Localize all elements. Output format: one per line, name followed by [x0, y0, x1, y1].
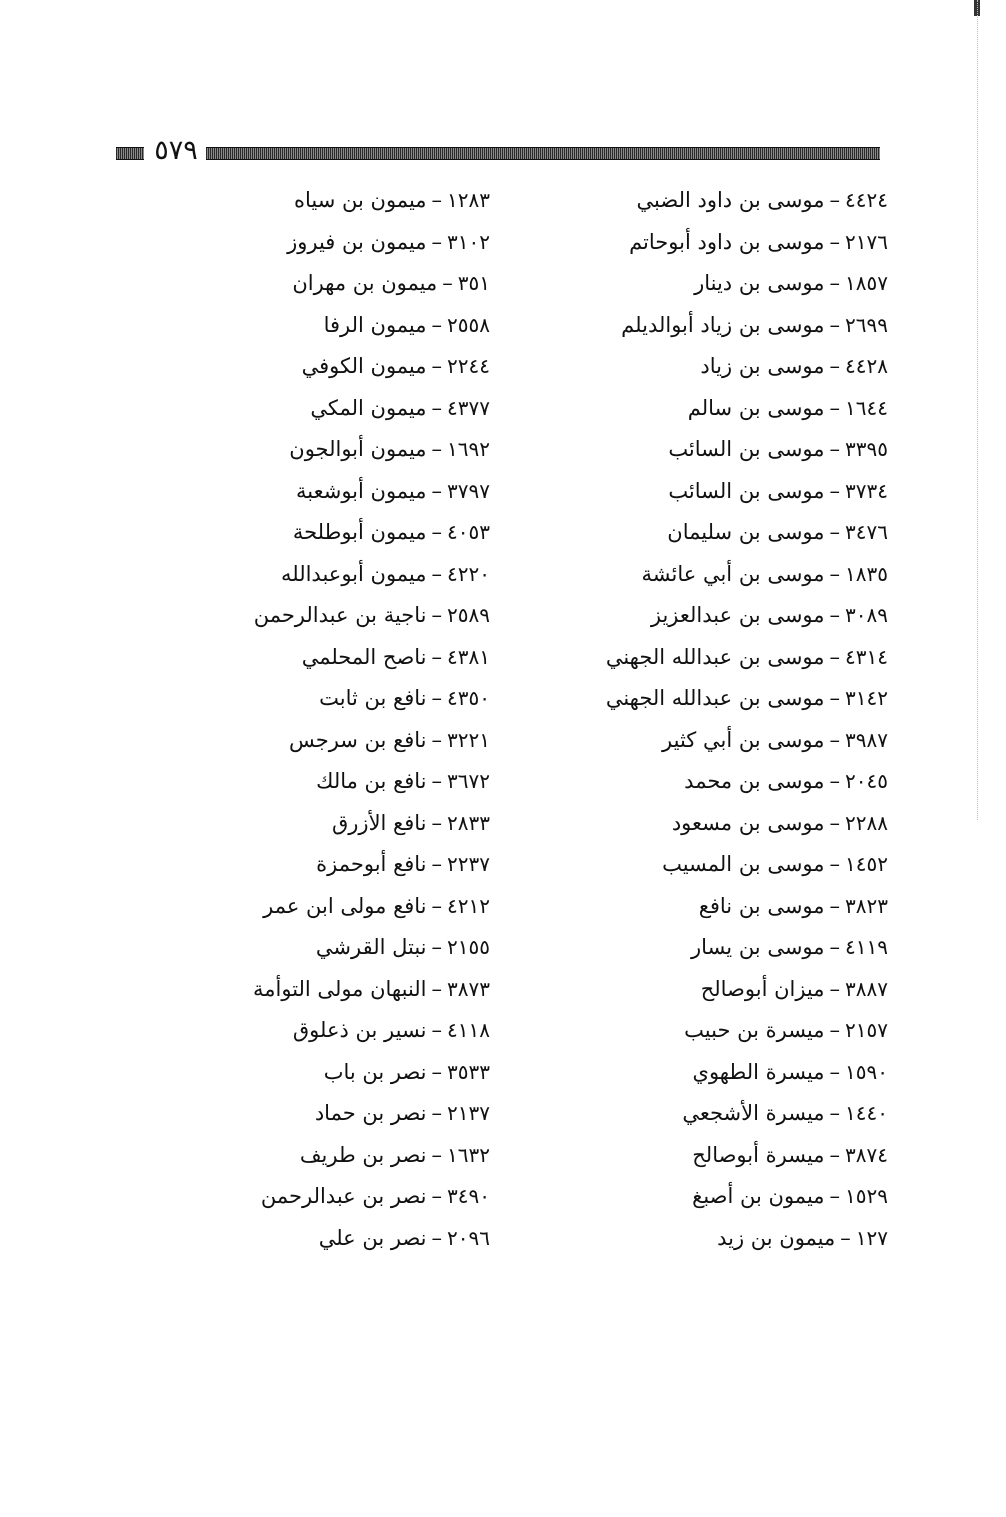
- entry-name: نصر بن عبدالرحمن: [260, 1184, 427, 1208]
- entry-number: ١٤٤٠: [845, 1101, 888, 1125]
- entry-dash: –: [431, 354, 443, 378]
- index-entry: [210, 429, 490, 471]
- entry-dash: –: [431, 893, 443, 918]
- entry-name: نافع الأزرق: [332, 810, 427, 835]
- entry-number: ٤١١٩: [845, 935, 888, 959]
- entry-name: موسى بن نافع: [698, 893, 825, 918]
- index-entry: [210, 263, 490, 305]
- entry-name: ميمون أبوعبدالله: [280, 561, 427, 586]
- entry-dash: –: [829, 686, 841, 710]
- index-entry: [210, 927, 490, 969]
- index-entry: [210, 1176, 490, 1218]
- index-entry: [210, 305, 490, 347]
- entry-dash: –: [829, 437, 841, 461]
- entry-name: ميسرة الأشجعي: [682, 1101, 825, 1125]
- entry-dash: –: [829, 312, 841, 337]
- page-number: ٥٧٩: [154, 135, 198, 166]
- entry-name: موسى بن محمد: [684, 769, 825, 793]
- entry-name: ميمون أبوشعبة: [296, 478, 427, 503]
- entry-number: ١٨٣٥: [845, 561, 888, 586]
- entry-name: نافع بن ثابت: [319, 686, 427, 710]
- index-entry: [210, 554, 490, 596]
- header-rule-right: [206, 147, 880, 160]
- entry-number: ١٦٣٢: [447, 1142, 490, 1167]
- entry-name: ميزان أبوصالح: [700, 976, 825, 1001]
- entry-name: ميمون الرفا: [323, 312, 427, 337]
- entry-number: ٣٨٧٣: [447, 976, 490, 1001]
- entry-number: ٣٣٩٥: [845, 437, 888, 461]
- entry-name: نافع مولى ابن عمر: [263, 893, 427, 918]
- entry-number: ٣٤٩٠: [447, 1184, 490, 1208]
- entry-number: ٢٢٣٧: [447, 852, 490, 876]
- index-entry: [588, 1093, 888, 1135]
- entry-dash: –: [829, 852, 841, 876]
- index-entry: [210, 471, 490, 513]
- entry-dash: –: [829, 935, 841, 959]
- index-entry: [588, 388, 888, 430]
- entry-dash: –: [829, 1059, 841, 1084]
- entry-name: موسى بن المسيب: [662, 852, 825, 876]
- entry-number: ١٦٤٤: [845, 395, 888, 420]
- index-entry: [588, 720, 888, 762]
- entry-name: النبهان مولى التوأمة: [253, 976, 427, 1001]
- index-entry: [588, 554, 888, 596]
- entry-name: ميمون بن أصبغ: [692, 1184, 825, 1208]
- index-entry: [588, 471, 888, 513]
- entry-number: ٢٥٨٩: [447, 603, 490, 627]
- entry-dash: –: [829, 561, 841, 586]
- entry-dash: –: [829, 271, 841, 295]
- entry-name: ميمون أبوالجون: [289, 437, 427, 461]
- index-entry: [210, 637, 490, 679]
- entry-number: ٤٣٧٧: [447, 395, 490, 420]
- index-entry: [588, 1135, 888, 1177]
- entry-name: نافع بن سرجس: [288, 727, 427, 752]
- index-entry: [588, 595, 888, 637]
- entry-dash: –: [442, 271, 453, 295]
- entry-dash: –: [829, 769, 841, 793]
- entry-name: موسى بن زياد أبوالديلم: [621, 312, 825, 337]
- entry-number: ٣٥٣٣: [447, 1059, 490, 1084]
- entry-name: موسى بن داود الضبي: [636, 188, 825, 212]
- entry-name: موسى بن السائب: [668, 437, 825, 461]
- entry-number: ٣٥١: [457, 271, 490, 295]
- index-entry: [210, 180, 490, 222]
- entry-dash: –: [431, 1059, 443, 1084]
- entry-dash: –: [431, 229, 443, 254]
- entry-name: ناصح المحلمي: [301, 644, 427, 669]
- index-entry: [210, 512, 490, 554]
- index-entry: [210, 388, 490, 430]
- entry-dash: –: [829, 229, 841, 254]
- entry-name: ميسرة الطهوي: [692, 1059, 825, 1084]
- entry-name: نسير بن ذعلوق: [292, 1018, 427, 1042]
- index-entry: [588, 761, 888, 803]
- header-rule-left: [116, 147, 144, 160]
- entry-number: ١٥٩٠: [845, 1059, 888, 1084]
- index-entry: [210, 844, 490, 886]
- index-column-right: [588, 180, 888, 1259]
- entry-number: ١٨٥٧: [845, 271, 888, 295]
- index-entry: [588, 222, 888, 264]
- index-column-left: [210, 180, 490, 1259]
- entry-dash: –: [431, 188, 443, 212]
- entry-number: ١٤٥٢: [845, 852, 888, 876]
- entry-dash: –: [829, 1018, 841, 1042]
- entry-dash: –: [431, 976, 443, 1001]
- entry-number: ٣٧٣٤: [845, 478, 888, 503]
- entry-name: نصر بن طريف: [299, 1142, 427, 1167]
- index-entry: [588, 1218, 888, 1260]
- entry-name: موسى بن عبدالعزيز: [650, 603, 825, 627]
- entry-name: ميمون أبوطلحة: [292, 520, 427, 544]
- entry-name: موسى بن مسعود: [671, 810, 825, 835]
- entry-name: موسى بن دينار: [694, 271, 825, 295]
- index-entry: [210, 678, 490, 720]
- entry-dash: –: [431, 769, 443, 793]
- index-entry: [588, 844, 888, 886]
- entry-number: ٢١٧٦: [845, 229, 888, 254]
- entry-dash: –: [829, 1184, 841, 1208]
- entry-dash: –: [829, 1101, 841, 1125]
- entry-dash: –: [829, 354, 841, 378]
- index-entry: [588, 346, 888, 388]
- entry-number: ٣٦٧٢: [447, 769, 490, 793]
- entry-dash: –: [829, 644, 841, 669]
- entry-dash: –: [829, 810, 841, 835]
- entry-dash: –: [840, 1225, 851, 1250]
- entry-number: ٢١٥٥: [447, 935, 490, 959]
- entry-dash: –: [829, 1142, 841, 1167]
- entry-name: نافع بن مالك: [316, 769, 427, 793]
- entry-number: ٤٤٢٨: [845, 354, 888, 378]
- entry-dash: –: [431, 437, 443, 461]
- index-entry: [210, 969, 490, 1011]
- entry-name: نبتل القرشي: [315, 935, 427, 959]
- entry-number: ٢٢٨٨: [845, 810, 888, 835]
- entry-name: موسى بن أبي كثير: [662, 727, 825, 752]
- entry-dash: –: [431, 520, 443, 544]
- index-entry: [210, 1010, 490, 1052]
- index-entry: [588, 637, 888, 679]
- entry-name: ميمون بن سياه: [294, 188, 427, 212]
- entry-name: ميسرة أبوصالح: [692, 1142, 825, 1167]
- entry-number: ٣٢٢١: [447, 727, 490, 752]
- entry-dash: –: [431, 810, 443, 835]
- entry-dash: –: [431, 1101, 443, 1125]
- page-header: [116, 135, 880, 166]
- entry-name: ميمون المكي: [310, 395, 427, 420]
- index-entry: [588, 969, 888, 1011]
- entry-dash: –: [431, 1018, 443, 1042]
- entry-dash: –: [431, 395, 443, 420]
- entry-dash: –: [431, 1184, 443, 1208]
- index-entry: [210, 595, 490, 637]
- entry-dash: –: [431, 935, 443, 959]
- entry-number: ٤٢١٢: [447, 893, 490, 918]
- index-entry: [588, 180, 888, 222]
- entry-number: ٢٢٤٤: [447, 354, 490, 378]
- entry-dash: –: [829, 893, 841, 918]
- entry-dash: –: [431, 852, 443, 876]
- entry-name: ميمون الكوفي: [301, 354, 427, 378]
- entry-dash: –: [431, 1142, 443, 1167]
- index-entry: [210, 222, 490, 264]
- index-entry: [588, 803, 888, 845]
- index-entry: [210, 346, 490, 388]
- entry-dash: –: [431, 1225, 443, 1250]
- entry-name: ناجية بن عبدالرحمن: [253, 603, 427, 627]
- entry-name: نصر بن باب: [323, 1059, 427, 1084]
- entry-number: ١٦٩٢: [447, 437, 490, 461]
- index-entry: [588, 886, 888, 928]
- entry-number: ٤٢٢٠: [447, 561, 490, 586]
- entry-name: موسى بن سالم: [687, 395, 825, 420]
- margin-line: [977, 0, 978, 820]
- entry-dash: –: [829, 188, 841, 212]
- entry-number: ٣٠٨٩: [845, 603, 888, 627]
- entry-number: ١٢٨٣: [447, 188, 490, 212]
- index-entry: [588, 263, 888, 305]
- entry-dash: –: [431, 478, 443, 503]
- entry-name: موسى بن داود أبوحاتم: [629, 229, 825, 254]
- entry-name: ميمون بن زيد: [717, 1225, 836, 1250]
- index-entry: [210, 803, 490, 845]
- entry-dash: –: [829, 976, 841, 1001]
- index-entry: [210, 720, 490, 762]
- index-entry: [210, 1052, 490, 1094]
- entry-name: ميمون بن مهران: [292, 271, 438, 295]
- entry-number: ٣٤٧٦: [845, 520, 888, 544]
- entry-number: ٤١١٨: [447, 1018, 490, 1042]
- entry-number: ٤٠٥٣: [447, 520, 490, 544]
- entry-dash: –: [829, 395, 841, 420]
- entry-name: نافع أبوحمزة: [316, 852, 427, 876]
- index-entry: [210, 1093, 490, 1135]
- entry-name: موسى بن عبدالله الجهني: [605, 644, 825, 669]
- entry-number: ٣٨٧٤: [845, 1142, 888, 1167]
- entry-dash: –: [431, 686, 443, 710]
- entry-number: ٢٥٥٨: [447, 312, 490, 337]
- entry-name: نصر بن علي: [318, 1225, 427, 1250]
- entry-number: ٣١٤٢: [845, 686, 888, 710]
- entry-number: ١٥٢٩: [845, 1184, 888, 1208]
- index-entry: [588, 305, 888, 347]
- entry-number: ٤٤٢٤: [845, 188, 888, 212]
- index-entry: [210, 1135, 490, 1177]
- index-entry: [588, 512, 888, 554]
- index-entry: [588, 429, 888, 471]
- entry-name: موسى بن السائب: [668, 478, 825, 503]
- entry-number: ٢٨٣٣: [447, 810, 490, 835]
- entry-name: موسى بن زياد: [700, 354, 825, 378]
- index-entry: [588, 1052, 888, 1094]
- entry-number: ٣٧٩٧: [447, 478, 490, 503]
- entry-dash: –: [431, 312, 443, 337]
- entry-number: ١٢٧: [855, 1225, 888, 1250]
- entry-dash: –: [829, 603, 841, 627]
- entry-number: ٣١٠٢: [447, 229, 490, 254]
- entry-number: ٤٣١٤: [845, 644, 888, 669]
- index-entry: [210, 886, 490, 928]
- entry-dash: –: [431, 644, 443, 669]
- entry-number: ٢١٥٧: [845, 1018, 888, 1042]
- entry-name: موسى بن عبدالله الجهني: [605, 686, 825, 710]
- entry-dash: –: [431, 727, 443, 752]
- entry-number: ٢٠٩٦: [447, 1225, 490, 1250]
- entry-number: ٣٨٨٧: [845, 976, 888, 1001]
- entry-dash: –: [829, 727, 841, 752]
- entry-dash: –: [829, 520, 841, 544]
- entry-dash: –: [431, 561, 443, 586]
- index-entry: [588, 1176, 888, 1218]
- index-entry: [588, 1010, 888, 1052]
- entry-number: ٢٦٩٩: [845, 312, 888, 337]
- entry-number: ٢٠٤٥: [845, 769, 888, 793]
- entry-name: نصر بن حماد: [314, 1101, 427, 1125]
- index-entry: [210, 761, 490, 803]
- index-entry: [588, 678, 888, 720]
- entry-name: موسى بن سليمان: [667, 520, 825, 544]
- entry-name: موسى بن يسار: [691, 935, 825, 959]
- entry-number: ٣٨٢٣: [845, 893, 888, 918]
- entry-dash: –: [829, 478, 841, 503]
- entry-number: ٤٣٥٠: [447, 686, 490, 710]
- entry-number: ٤٣٨١: [447, 644, 490, 669]
- entry-number: ٣٩٨٧: [845, 727, 888, 752]
- entry-name: موسى بن أبي عائشة: [641, 561, 825, 586]
- index-entry: [210, 1218, 490, 1260]
- index-entry: [588, 927, 888, 969]
- entry-dash: –: [431, 603, 443, 627]
- entry-name: ميمون بن فيروز: [287, 229, 427, 254]
- entry-number: ٢١٣٧: [447, 1101, 490, 1125]
- entry-name: ميسرة بن حبيب: [684, 1018, 825, 1042]
